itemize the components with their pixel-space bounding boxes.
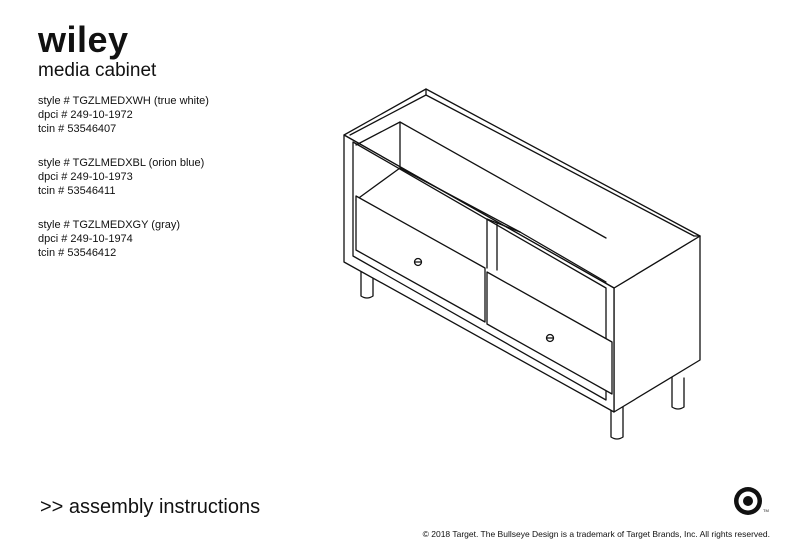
assembly-heading: >> assembly instructions bbox=[40, 496, 261, 518]
dpci-number: dpci # 249-10-1972 bbox=[38, 109, 133, 121]
style-group-gray bbox=[38, 218, 209, 260]
tcin-number: tcin # 53546411 bbox=[38, 185, 116, 197]
style-number: style # TGZLMEDXGY (gray) bbox=[38, 219, 181, 231]
tcin-number: tcin # 53546407 bbox=[38, 123, 117, 135]
style-group-blue bbox=[38, 156, 209, 198]
style-number: style # TGZLMEDXBL (orion blue) bbox=[38, 157, 205, 169]
cabinet-illustration bbox=[330, 78, 720, 448]
copyright-notice: © 2018 Target. The Bullseye Design is a trademark of Target Brands, Inc. All rights reserved. bbox=[422, 529, 770, 539]
style-number: style # TGZLMEDXWH (true white) bbox=[38, 95, 209, 107]
trademark-mark: TM bbox=[763, 508, 769, 513]
product-title: wiley bbox=[38, 19, 129, 60]
style-group-white bbox=[38, 94, 209, 136]
product-subtitle: media cabinet bbox=[38, 60, 157, 81]
style-list bbox=[38, 94, 209, 280]
cabinet-leg-right-rear bbox=[672, 375, 684, 409]
dpci-number: dpci # 249-10-1973 bbox=[38, 171, 133, 183]
target-bullseye-icon bbox=[733, 486, 763, 516]
dpci-number: dpci # 249-10-1974 bbox=[38, 233, 133, 245]
tcin-number: tcin # 53546412 bbox=[38, 247, 117, 259]
